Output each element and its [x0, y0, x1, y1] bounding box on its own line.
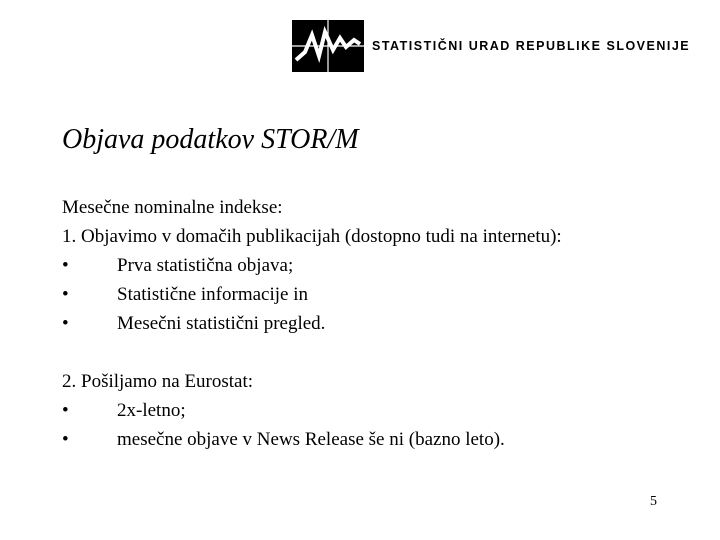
bullet-icon: • — [62, 429, 69, 450]
list-item-1: 1. Objavimo v domačih publikacijah (dostopno tudi na internetu): — [62, 226, 562, 247]
bullet-text: Mesečni statistični pregled. — [117, 313, 326, 334]
bullet-item — [62, 396, 562, 425]
bullet-item — [62, 251, 562, 280]
bullet-text: Prva statistična objava; — [117, 255, 294, 276]
bullet-icon: • — [62, 400, 69, 421]
bullet-item — [62, 425, 562, 454]
bullet-icon: • — [62, 255, 69, 276]
slide-body — [62, 193, 562, 454]
spacer — [62, 338, 562, 367]
bullet-text: Statistične informacije in — [117, 284, 309, 305]
bullet-item — [62, 309, 562, 338]
bullet-text: mesečne objave v News Release še ni (bazno leto). — [117, 429, 505, 450]
sors-logo-icon — [292, 20, 364, 72]
bullet-icon: • — [62, 284, 69, 305]
list-item-2: 2. Pošiljamo na Eurostat: — [62, 371, 254, 392]
bullet-icon: • — [62, 313, 69, 334]
page-number: 5 — [650, 494, 657, 509]
intro-text: Mesečne nominalne indekse: — [62, 197, 283, 218]
bullet-item — [62, 280, 562, 309]
logo — [292, 20, 692, 74]
slide-title: Objava podatkov STOR/M — [62, 124, 359, 155]
organization-name: STATISTIČNI URAD REPUBLIKE SLOVENIJE — [372, 39, 691, 53]
bullet-text: 2x-letno; — [117, 400, 186, 421]
